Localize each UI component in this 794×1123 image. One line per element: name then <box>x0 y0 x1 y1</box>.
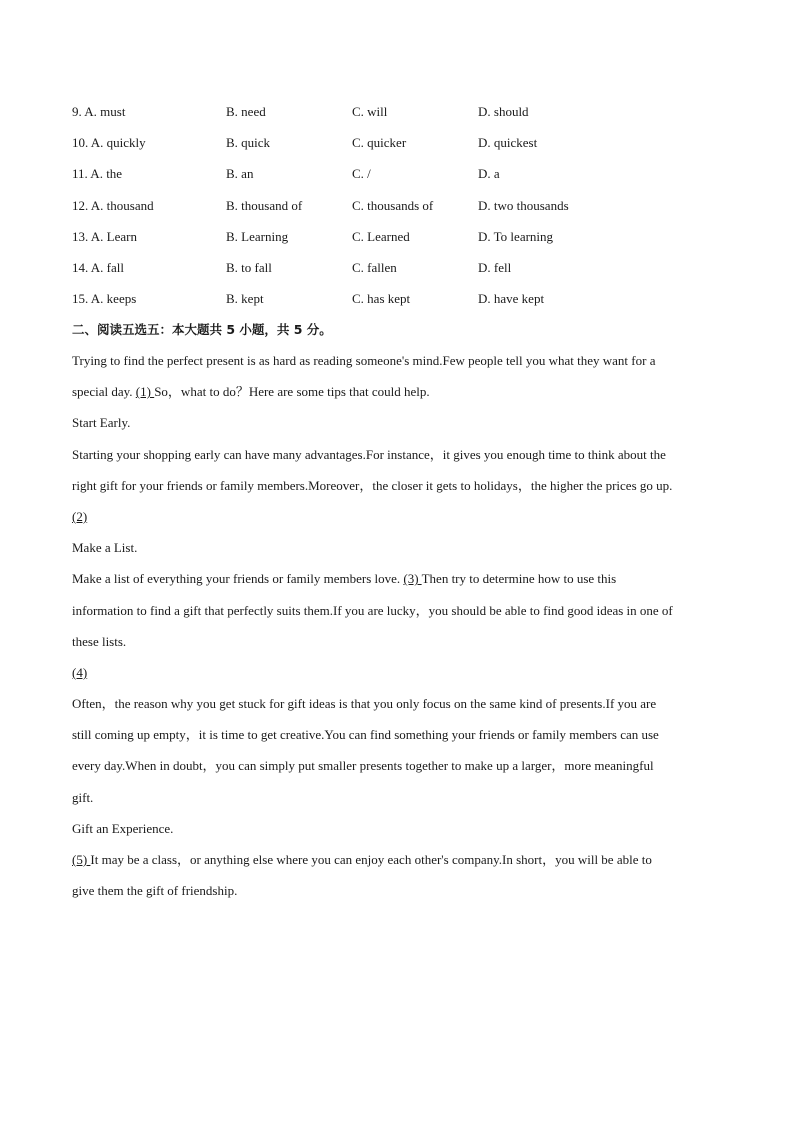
passage-line: every day.When in doubt，you can simply put smaller presents together to make up a larger，more meaningful <box>72 758 654 774</box>
subheading-make-a-list: Make a List. <box>72 540 138 556</box>
passage-line <box>72 383 724 414</box>
answer-options <box>72 103 732 321</box>
passage-line: right gift for your friends or family members.Moreover，the closer it gets to holidays，the higher the prices go up. <box>72 477 673 493</box>
passage-text: Make a list of everything your friends or family members love. <box>72 571 404 587</box>
passage-line: information to find a gift that perfectly suits them.If you are lucky，you should be able to find good ideas in one of <box>72 602 673 618</box>
blank-1: (1) <box>135 384 155 400</box>
option-d: D. two thousands <box>478 197 569 213</box>
reading-passage <box>72 352 724 913</box>
option-c: C. quicker <box>352 135 407 151</box>
option-b: B. an <box>226 166 254 182</box>
passage-line <box>72 851 724 882</box>
option-b: B. thousand of <box>226 197 303 213</box>
passage-line: Trying to find the perfect present is as hard as reading someone's mind.Few people tell you what they want for a <box>72 353 656 368</box>
option-c: C. Learned <box>352 228 410 244</box>
option-d: D. To learning <box>478 228 554 244</box>
blank-3: (3) <box>403 571 422 587</box>
option-d: D. should <box>478 104 529 119</box>
option-a: 9. A. must <box>72 104 126 119</box>
option-a: 11. A. the <box>72 166 123 182</box>
subheading-start-early: Start Early. <box>72 415 131 431</box>
option-d: D. fell <box>478 259 512 275</box>
option-row-10 <box>72 134 732 165</box>
option-row-13 <box>72 228 732 259</box>
blank-line <box>72 664 724 695</box>
passage-text: special day. <box>72 384 136 400</box>
option-b: B. quick <box>226 135 271 151</box>
option-c: C. thousands of <box>352 197 434 213</box>
passage-line: gift. <box>72 789 94 805</box>
section-heading: 二、阅读五选五：本大题共 5 小题，共 5 分。 <box>72 322 332 337</box>
option-c: C. / <box>352 166 371 182</box>
option-b: B. to fall <box>226 259 272 275</box>
passage-text: It may be a class，or anything else where you can enjoy each other's company.In short，you will be able to <box>90 852 652 867</box>
option-d: D. a <box>478 166 500 182</box>
passage-text: So，what to do？Here are some tips that could help. <box>154 384 430 400</box>
option-row-15 <box>72 290 732 321</box>
option-c: C. has kept <box>352 291 411 307</box>
blank-4: (4) <box>72 664 88 680</box>
option-c: C. fallen <box>352 259 397 275</box>
option-b: B. Learning <box>226 228 289 244</box>
option-d: D. have kept <box>478 291 545 307</box>
option-row-12 <box>72 197 732 228</box>
option-row-14 <box>72 259 732 290</box>
blank-5: (5) <box>72 852 91 867</box>
option-a: 14. A. fall <box>72 259 124 275</box>
blank-2: (2) <box>72 508 88 524</box>
option-c: C. will <box>352 104 388 119</box>
passage-line: still coming up empty，it is time to get creative.You can find something your friends or family members can use <box>72 727 659 743</box>
passage-line: Starting your shopping early can have many advantages.For instance，it gives you enough time to think about the <box>72 446 666 462</box>
subheading-gift-an-experience: Gift an Experience. <box>72 820 174 836</box>
passage-line: these lists. <box>72 633 127 649</box>
option-a: 13. A. Learn <box>72 228 137 244</box>
option-b: B. need <box>226 104 266 119</box>
option-row-9 <box>72 103 732 134</box>
option-d: D. quickest <box>478 135 538 151</box>
passage-line: give them the gift of friendship. <box>72 883 238 899</box>
option-a: 12. A. thousand <box>72 197 154 213</box>
option-a: 10. A. quickly <box>72 135 146 151</box>
passage-line <box>72 570 724 601</box>
passage-line: Often，the reason why you get stuck for gift ideas is that you only focus on the same kind of presents.If you are <box>72 696 657 712</box>
option-a: 15. A. keeps <box>72 291 137 307</box>
blank-line <box>72 508 724 539</box>
option-row-11 <box>72 165 732 196</box>
passage-text: Then try to determine how to use this <box>421 571 617 587</box>
option-b: B. kept <box>226 291 264 307</box>
